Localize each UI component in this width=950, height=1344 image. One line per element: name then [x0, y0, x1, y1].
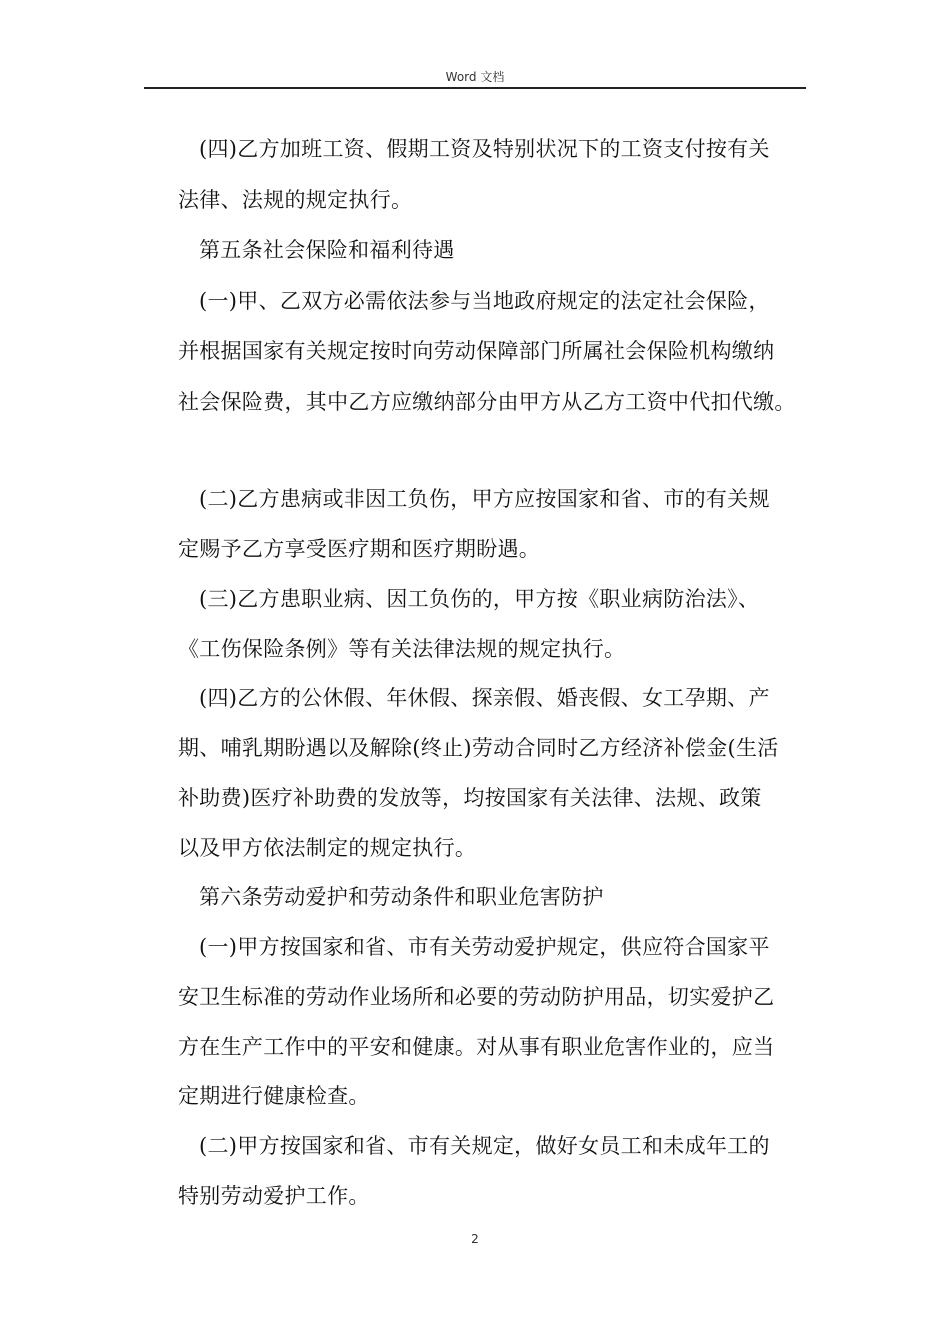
paragraph-line: (四)乙方加班工资、假期工资及特别状况下的工资支付按有关	[199, 137, 770, 161]
section-heading: 第六条劳动爱护和劳动条件和职业危害防护	[199, 885, 604, 909]
paragraph-line: 社会保险费，其中乙方应缴纳部分由甲方从乙方工资中代扣代缴。	[178, 390, 796, 414]
paragraph-line: 期、哺乳期盼遇以及解除(终止)劳动合同时乙方经济补偿金(生活	[178, 736, 779, 760]
paragraph-line: 定期进行健康检查。	[178, 1084, 370, 1108]
paragraph-line: (四)乙方的公休假、年休假、探亲假、婚丧假、女工孕期、产	[199, 686, 770, 710]
page-number: 2	[471, 1232, 479, 1246]
header-rule	[144, 87, 806, 89]
page-header: Word 文档	[445, 70, 505, 84]
section-heading: 第五条社会保险和福利待遇	[199, 238, 455, 262]
paragraph-line: (一)甲、乙双方必需依法参与当地政府规定的法定社会保险，	[199, 289, 770, 313]
paragraph-line: 方在生产工作中的平安和健康。对从事有职业危害作业的，应当	[178, 1035, 775, 1059]
paragraph-line: 特别劳动爱护工作。	[178, 1184, 370, 1208]
paragraph-line: 补助费)医疗补助费的发放等，均按国家有关法律、法规、政策	[178, 786, 762, 810]
paragraph-line: (一)甲方按国家和省、市有关劳动爱护规定，供应符合国家平	[199, 935, 770, 959]
paragraph-line: 并根据国家有关规定按时向劳动保障部门所属社会保险机构缴纳	[178, 339, 775, 363]
paragraph-line: 以及甲方依法制定的规定执行。	[178, 836, 477, 860]
paragraph-line: 定赐予乙方享受医疗期和医疗期盼遇。	[178, 537, 541, 561]
paragraph-line: 《工伤保险条例》等有关法律法规的规定执行。	[178, 637, 626, 661]
paragraph-line: (二)乙方患病或非因工负伤，甲方应按国家和省、市的有关规	[199, 487, 770, 511]
paragraph-line: 法律、法规的规定执行。	[178, 188, 413, 212]
paragraph-line: 安卫生标准的劳动作业场所和必要的劳动防护用品，切实爱护乙	[178, 985, 775, 1009]
paragraph-line: (三)乙方患职业病、因工负伤的，甲方按《职业病防治法》、	[199, 587, 760, 611]
paragraph-line: (二)甲方按国家和省、市有关规定，做好女员工和未成年工的	[199, 1134, 770, 1158]
